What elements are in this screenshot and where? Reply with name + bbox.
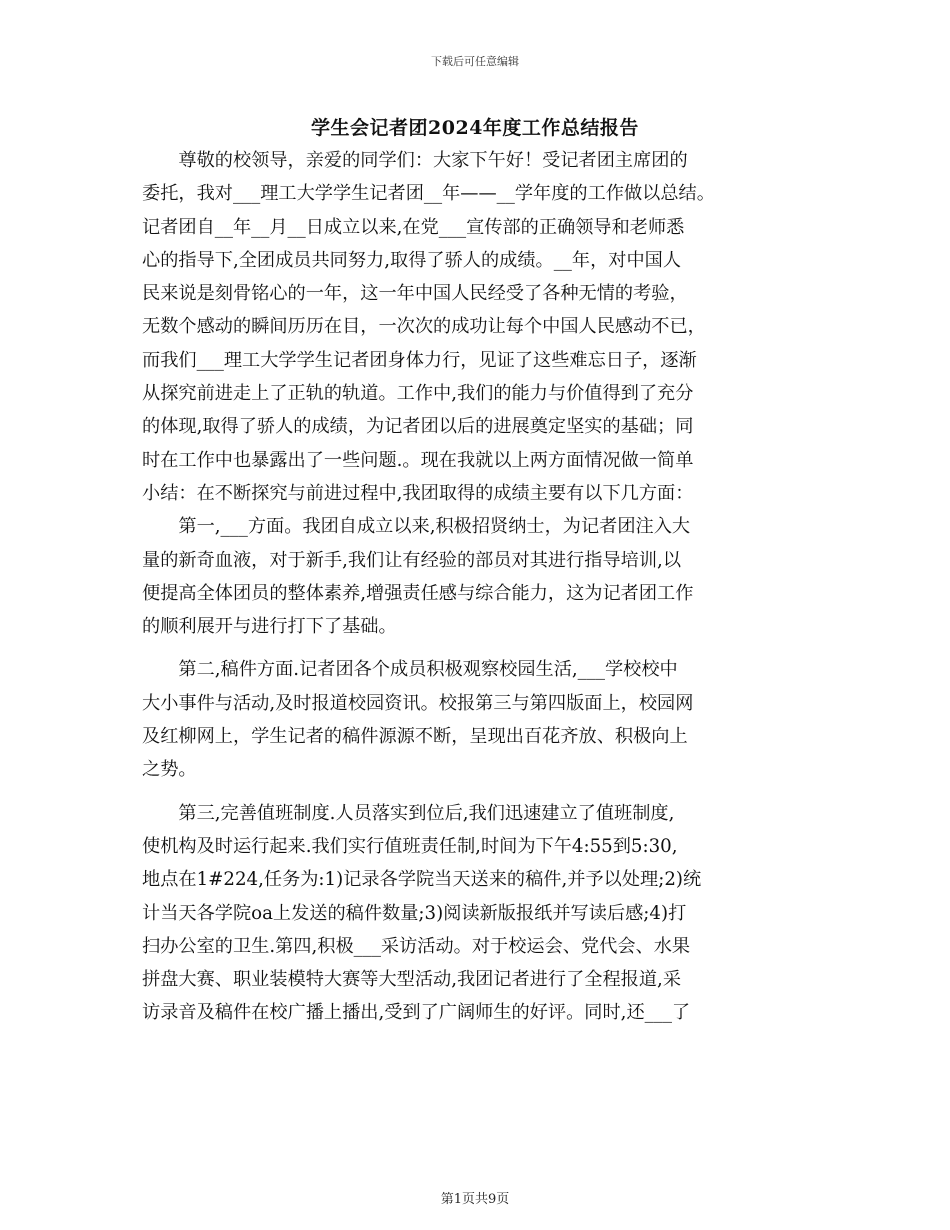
page-header-note: 下载后可任意编辑 bbox=[431, 55, 519, 68]
document-body bbox=[142, 144, 817, 1030]
body-text-line: 之势。 bbox=[142, 759, 197, 781]
paragraph-gap bbox=[142, 787, 817, 797]
body-text-line: 记者团自__年__月__日成立以来,在党___宣传部的正确领导和老师悉 bbox=[142, 216, 685, 238]
body-text-line: 计当天各学院oa上发送的稿件数量;3)阅读新版报纸并写读后感;4)打 bbox=[142, 902, 687, 924]
body-text-line: 小结：在不断探究与前进过程中,我团取得的成绩主要有以下几方面： bbox=[142, 482, 694, 504]
body-text-line: 大小事件与活动,及时报道校园资讯。校报第三与第四版面上，校园网 bbox=[142, 692, 694, 714]
body-text-line: 使机构及时运行起来.我们实行值班责任制,时间为下午4:55到5:30, bbox=[142, 835, 678, 857]
body-text-line: 第三,完善值班制度.人员落实到位后,我们迅速建立了值班制度, bbox=[142, 802, 675, 824]
body-text-line: 委托，我对___理工大学学生记者团__年——__学年度的工作做以总结。 bbox=[142, 183, 715, 205]
body-text-line: 扫办公室的卫生.第四,积极___采访活动。对于校运会、党代会、水果 bbox=[142, 935, 691, 957]
body-text-line: 从探究前进走上了正轨的轨道。工作中,我们的能力与价值得到了充分 bbox=[142, 383, 694, 405]
body-text-line: 心的指导下,全团成员共同努力,取得了骄人的成绩。__年，对中国人 bbox=[142, 249, 682, 271]
body-text-line: 便提高全体团员的整体素养,增强责任感与综合能力，这为记者团工作 bbox=[142, 582, 694, 604]
body-text-line: 第一,___方面。我团自成立以来,积极招贤纳士，为记者团注入大 bbox=[142, 516, 691, 538]
body-text-line: 而我们___理工大学学生记者团身体力行，见证了这些难忘日子，逐渐 bbox=[142, 349, 697, 371]
paragraph-gap bbox=[142, 643, 817, 653]
body-text-line: 地点在1#224,任务为:1)记录各学院当天送来的稿件,并予以处理;2)统 bbox=[142, 869, 702, 891]
body-text-line: 拼盘大赛、职业装模特大赛等大型活动,我团记者进行了全程报道,采 bbox=[142, 969, 682, 991]
document-title: 学生会记者团2024年度工作总结报告 bbox=[311, 117, 639, 139]
body-text-line: 的顺利展开与进行打下了基础。 bbox=[142, 616, 397, 638]
body-text-line: 民来说是刻骨铭心的一年，这一年中国人民经受了各种无情的考验， bbox=[142, 283, 688, 305]
body-text-line: 无数个感动的瞬间历历在目，一次次的成功让每个中国人民感动不已， bbox=[142, 316, 706, 338]
body-text-line: 尊敬的校领导，亲爱的同学们：大家下午好！受记者团主席团的 bbox=[142, 150, 688, 171]
body-text-line: 第二,稿件方面.记者团各个成员积极观察校园生活,___学校校中 bbox=[142, 659, 678, 681]
body-text-line: 量的新奇血液，对于新手,我们让有经验的部员对其进行指导培训,以 bbox=[142, 549, 682, 571]
body-text-line: 及红柳网上，学生记者的稿件源源不断，呈现出百花齐放、积极向上 bbox=[142, 726, 688, 748]
page-footer: 第1页共9页 bbox=[440, 1192, 510, 1207]
body-text-line: 访录音及稿件在校广播上播出,受到了广阔师生的好评。同时,还___了 bbox=[142, 1002, 691, 1024]
body-text-line: 时在工作中也暴露出了一些问题.。现在我就以上两方面情况做一简单 bbox=[142, 449, 694, 471]
body-text-line: 的体现,取得了骄人的成绩，为记者团以后的进展奠定坚实的基础；同 bbox=[142, 416, 694, 438]
